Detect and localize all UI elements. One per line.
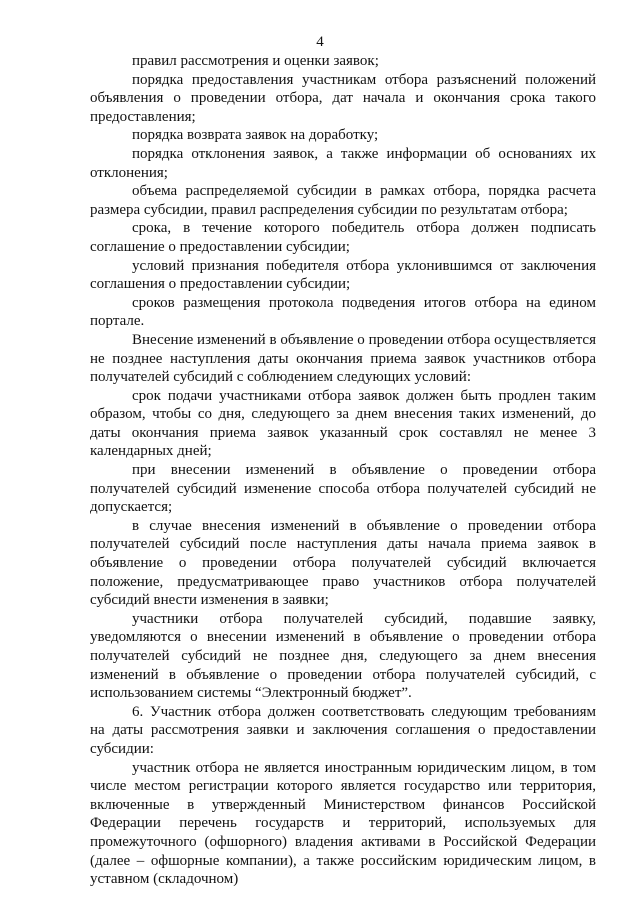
- paragraph: условий признания победителя отбора уклонившимся от заключения соглашения о предоставлении субсидии;: [90, 257, 596, 293]
- paragraph: объема распределяемой субсидии в рамках отбора, порядка расчета размера субсидии, правил распределения субсидии по результатам отбора;: [90, 183, 596, 218]
- paragraph: правил рассмотрения и оценки заявок;: [132, 53, 379, 69]
- paragraph: срока, в течение которого победитель отбора должен подписать соглашение о предоставлении субсидии;: [90, 220, 596, 255]
- paragraph: участники отбора получателей субсидий, подавшие заявку, уведомляются о внесении изменений в объявление о проведении отбора получателей субсидий не позднее дня, следующего за днем внесения изменений в объявление о проведении отбора получателей субсидий, с использованием системы “Электронный бюджет”.: [90, 610, 596, 702]
- document-body: [90, 52, 596, 889]
- paragraph: порядка отклонения заявок, а также информации об основаниях их отклонения;: [90, 145, 596, 181]
- paragraph: 6. Участник отбора должен соответствовать следующим требованиям на даты рассмотрения заявки и заключения соглашения о предоставлении субсидии:: [90, 703, 596, 757]
- paragraph: порядка предоставления участникам отбора разъяснений положений объявления о проведении отбора, дат начала и окончания срока такого предоставления;: [90, 71, 596, 125]
- paragraph: Внесение изменений в объявление о проведении отбора осуществляется не позднее наступления даты окончания приема заявок участников отбора получателей субсидий с соблюдением следующих условий:: [90, 331, 596, 386]
- paragraph: порядка возврата заявок на доработку;: [132, 127, 379, 144]
- paragraph: участник отбора не является иностранным юридическим лицом, в том числе местом регистрации которого является государство или территория, включенные в утвержденный Министерством финансов Российской Федерации перечень государств и территорий, используемых для промежуточного (офшорного) владения активами в Российской Федерации (далее – офшорные компании), а также российским юридическим лицом, в уставном (складочном): [90, 759, 596, 888]
- paragraph: при внесении изменений в объявление о проведении отбора получателей субсидий изменение способа отбора получателей субсидий не допускается;: [90, 462, 596, 516]
- paragraph: срок подачи участниками отбора заявок должен быть продлен таким образом, чтобы со дня, следующего за днем внесения таких изменений, до даты окончания приема заявок указанный срок составлял не менее 3 календарных дней;: [90, 387, 596, 460]
- paragraph: в случае внесения изменений в объявление о проведении отбора получателей субсидий после наступления даты начала приема заявок в объявление о проведении отбора получателей субсидий включается положение, предусматривающее право участников отбора получателей субсидий внести изменения в заявки;: [90, 517, 596, 609]
- page-number: 4: [316, 34, 324, 50]
- paragraph: сроков размещения протокола подведения итогов отбора на едином портале.: [90, 294, 596, 330]
